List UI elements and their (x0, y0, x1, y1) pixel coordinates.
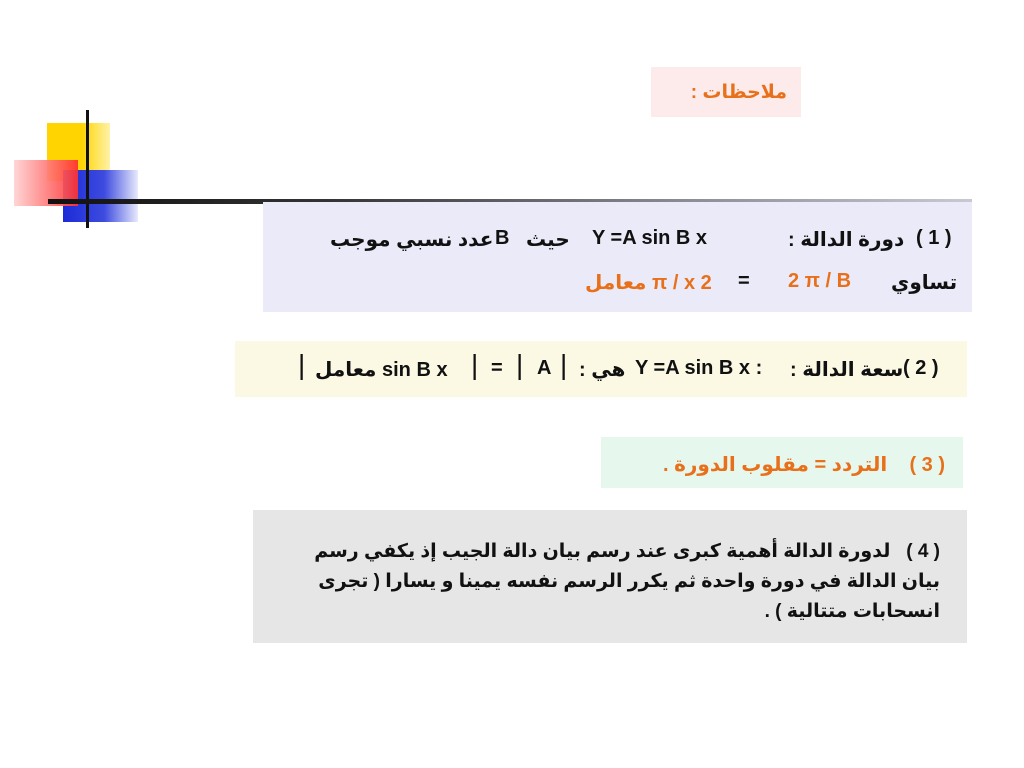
item2-abs-bar-2: | (516, 349, 524, 380)
item1-formula: Y =A sin B x (592, 227, 708, 249)
notes-heading (651, 67, 801, 117)
item2-abs-bar-1: | (560, 349, 568, 380)
note-item-3 (601, 437, 963, 488)
item1-where: حيث (526, 229, 570, 251)
item4-paragraph (280, 537, 940, 627)
note-item-4 (253, 510, 967, 643)
item1-text: دورة الدالة : (788, 229, 905, 251)
item2-is: هي : (579, 359, 626, 381)
note-item-1 (263, 202, 972, 312)
item2-abs-bar-3: | (471, 349, 479, 380)
ornament-vertical-line (86, 110, 89, 228)
item2-amp-b: sin B x معامل (315, 359, 448, 381)
item2-amp-a: A (537, 357, 552, 379)
item1-period-formula: 2 π / B (788, 270, 852, 292)
item4-number: ( 4 ) (906, 541, 940, 562)
item1-number: ( 1 ) (916, 227, 952, 249)
item2-text: سعة الدالة : (790, 359, 904, 381)
note-item-2 (235, 341, 967, 397)
item3-text: التردد = مقلوب الدورة . (662, 454, 888, 476)
item1-var: B (495, 227, 510, 249)
item4-text: لدورة الدالة أهمية كبرى عند رسم بيان دالة الجيب إذ يكفي رسم بيان الدالة في دورة واحدة ثم يكرر الرسم نفسه يمينا و يسارا ( تجرى انسحابات متتالية ) . (314, 541, 940, 622)
notes-label: ملاحظات : (690, 82, 787, 103)
item1-eq: = (738, 270, 750, 292)
item3-number: ( 3 ) (909, 454, 945, 476)
item2-eq: = (491, 357, 503, 379)
item2-number: ( 2 ) (903, 357, 939, 379)
item1-equals-word: تساوي (891, 272, 958, 294)
item1-desc: عدد نسبي موجب (330, 229, 494, 251)
item2-abs-bar-4: | (298, 349, 306, 380)
item2-formula: Y =A sin B x : (635, 357, 763, 379)
item1-period-alt: 2 π / x معامل (585, 272, 712, 294)
